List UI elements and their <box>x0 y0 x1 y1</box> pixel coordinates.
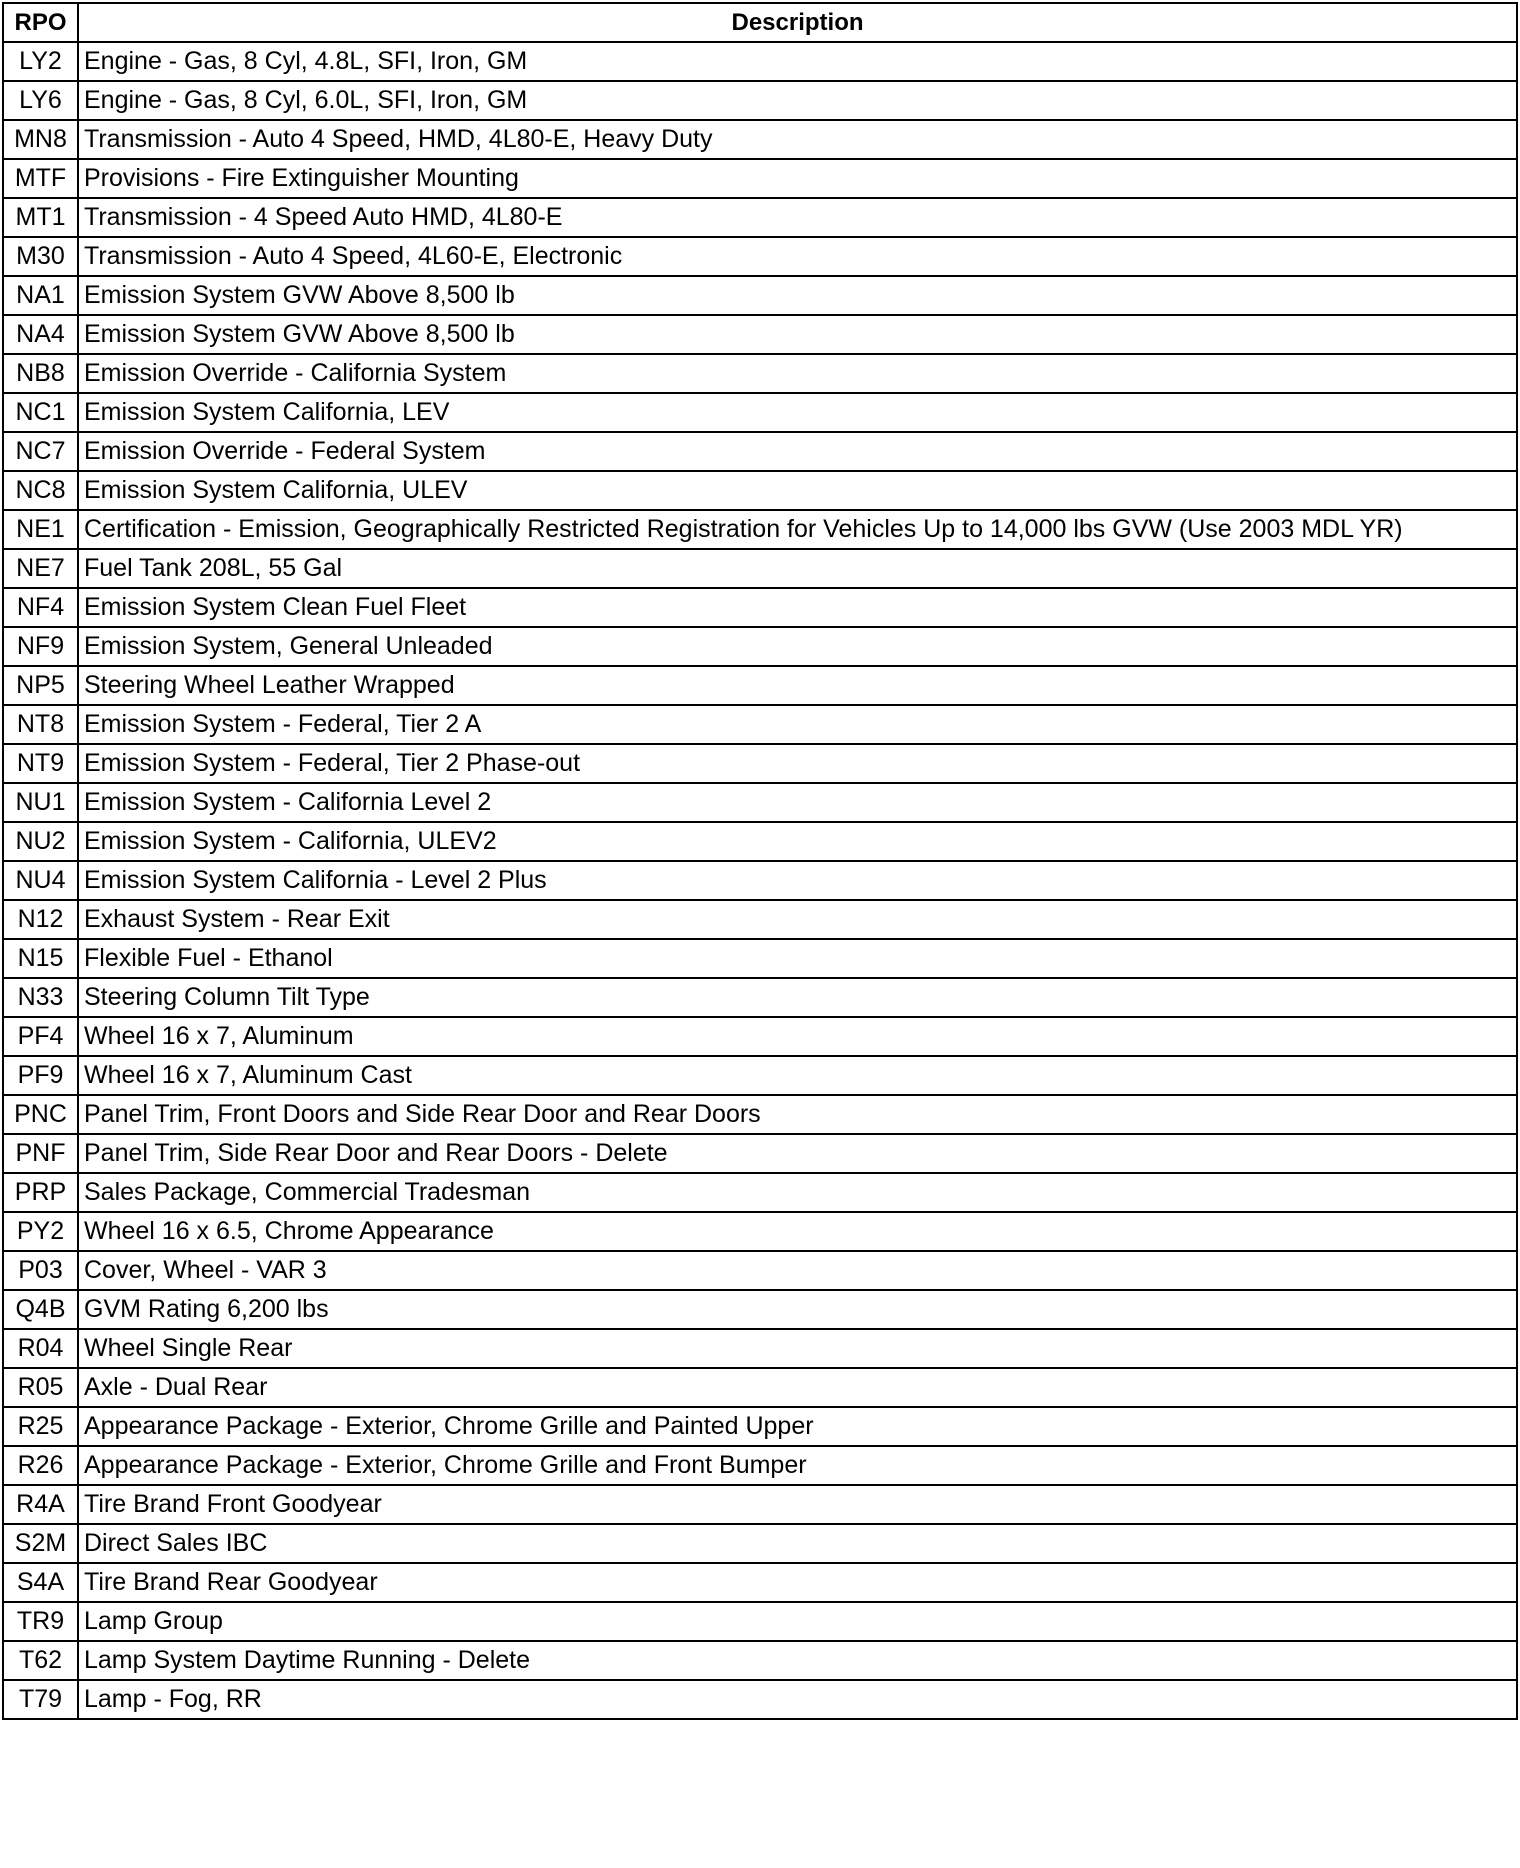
table-row <box>3 1485 1517 1524</box>
rpo-code-cell: MTF <box>3 159 78 198</box>
rpo-code-cell: T62 <box>3 1641 78 1680</box>
rpo-code-cell: NC1 <box>3 393 78 432</box>
table-row <box>3 783 1517 822</box>
table-row <box>3 822 1517 861</box>
rpo-code-cell: PRP <box>3 1173 78 1212</box>
table-row <box>3 588 1517 627</box>
rpo-code-cell: PNF <box>3 1134 78 1173</box>
table-row <box>3 432 1517 471</box>
description-cell: Fuel Tank 208L, 55 Gal <box>78 549 1517 588</box>
table-row <box>3 198 1517 237</box>
rpo-code-cell: R04 <box>3 1329 78 1368</box>
rpo-code-cell: NE1 <box>3 510 78 549</box>
rpo-code-cell: PF4 <box>3 1017 78 1056</box>
description-cell: Emission System GVW Above 8,500 lb <box>78 315 1517 354</box>
rpo-code-cell: NC7 <box>3 432 78 471</box>
description-cell: Direct Sales IBC <box>78 1524 1517 1563</box>
table-row <box>3 627 1517 666</box>
description-cell: Emission System - Federal, Tier 2 A <box>78 705 1517 744</box>
rpo-code-cell: NT8 <box>3 705 78 744</box>
table-row <box>3 42 1517 81</box>
description-cell: Wheel Single Rear <box>78 1329 1517 1368</box>
table-row <box>3 1368 1517 1407</box>
description-cell: Transmission - Auto 4 Speed, 4L60-E, Electronic <box>78 237 1517 276</box>
table-row <box>3 1212 1517 1251</box>
rpo-code-cell: PY2 <box>3 1212 78 1251</box>
table-header <box>3 3 1517 42</box>
rpo-code-cell: N15 <box>3 939 78 978</box>
description-cell: Emission System GVW Above 8,500 lb <box>78 276 1517 315</box>
description-cell: Steering Wheel Leather Wrapped <box>78 666 1517 705</box>
table-row <box>3 1602 1517 1641</box>
description-cell: Engine - Gas, 8 Cyl, 6.0L, SFI, Iron, GM <box>78 81 1517 120</box>
rpo-column-header: RPO <box>3 3 78 42</box>
table-row <box>3 900 1517 939</box>
description-cell: Lamp System Daytime Running - Delete <box>78 1641 1517 1680</box>
description-column-header: Description <box>78 3 1517 42</box>
table-row <box>3 237 1517 276</box>
rpo-code-cell: MN8 <box>3 120 78 159</box>
rpo-code-cell: NU1 <box>3 783 78 822</box>
rpo-code-cell: NB8 <box>3 354 78 393</box>
rpo-code-cell: N12 <box>3 900 78 939</box>
description-cell: Certification - Emission, Geographically Restricted Registration for Vehicles Up to 14,000 lbs GVW (Use 2003 MDL YR) <box>78 510 1517 549</box>
description-cell: Steering Column Tilt Type <box>78 978 1517 1017</box>
table-row <box>3 978 1517 1017</box>
table-row <box>3 1290 1517 1329</box>
rpo-code-cell: Q4B <box>3 1290 78 1329</box>
description-cell: Panel Trim, Side Rear Door and Rear Doors - Delete <box>78 1134 1517 1173</box>
rpo-code-cell: NF4 <box>3 588 78 627</box>
description-cell: Emission Override - California System <box>78 354 1517 393</box>
description-cell: Lamp - Fog, RR <box>78 1680 1517 1719</box>
rpo-code-cell: S4A <box>3 1563 78 1602</box>
table-row <box>3 1173 1517 1212</box>
description-cell: Emission System California, LEV <box>78 393 1517 432</box>
description-cell: Emission System Clean Fuel Fleet <box>78 588 1517 627</box>
rpo-code-cell: T79 <box>3 1680 78 1719</box>
table-row <box>3 1641 1517 1680</box>
description-cell: Transmission - 4 Speed Auto HMD, 4L80-E <box>78 198 1517 237</box>
table-row <box>3 1446 1517 1485</box>
description-cell: Appearance Package - Exterior, Chrome Grille and Front Bumper <box>78 1446 1517 1485</box>
rpo-code-cell: PNC <box>3 1095 78 1134</box>
rpo-code-cell: NU2 <box>3 822 78 861</box>
rpo-code-cell: NA1 <box>3 276 78 315</box>
description-cell: Engine - Gas, 8 Cyl, 4.8L, SFI, Iron, GM <box>78 42 1517 81</box>
description-cell: Emission System - California, ULEV2 <box>78 822 1517 861</box>
table-row <box>3 81 1517 120</box>
table-row <box>3 861 1517 900</box>
table-row <box>3 744 1517 783</box>
description-cell: Emission System - California Level 2 <box>78 783 1517 822</box>
description-cell: Wheel 16 x 6.5, Chrome Appearance <box>78 1212 1517 1251</box>
description-cell: Sales Package, Commercial Tradesman <box>78 1173 1517 1212</box>
description-cell: Flexible Fuel - Ethanol <box>78 939 1517 978</box>
table-row <box>3 315 1517 354</box>
rpo-code-cell: NF9 <box>3 627 78 666</box>
table-row <box>3 1095 1517 1134</box>
rpo-code-cell: M30 <box>3 237 78 276</box>
rpo-code-cell: LY2 <box>3 42 78 81</box>
rpo-code-cell: PF9 <box>3 1056 78 1095</box>
rpo-code-cell: N33 <box>3 978 78 1017</box>
rpo-code-cell: R4A <box>3 1485 78 1524</box>
rpo-code-cell: R25 <box>3 1407 78 1446</box>
table-row <box>3 1680 1517 1719</box>
rpo-code-cell: NU4 <box>3 861 78 900</box>
description-cell: GVM Rating 6,200 lbs <box>78 1290 1517 1329</box>
description-cell: Emission System California, ULEV <box>78 471 1517 510</box>
table-row <box>3 276 1517 315</box>
rpo-code-cell: LY6 <box>3 81 78 120</box>
table-row <box>3 1017 1517 1056</box>
table-row <box>3 1251 1517 1290</box>
description-cell: Emission System California - Level 2 Plus <box>78 861 1517 900</box>
rpo-code-cell: S2M <box>3 1524 78 1563</box>
table-row <box>3 510 1517 549</box>
table-body <box>3 42 1517 1719</box>
table-row <box>3 666 1517 705</box>
rpo-code-cell: TR9 <box>3 1602 78 1641</box>
description-cell: Tire Brand Front Goodyear <box>78 1485 1517 1524</box>
rpo-code-cell: NP5 <box>3 666 78 705</box>
description-cell: Exhaust System - Rear Exit <box>78 900 1517 939</box>
rpo-code-cell: R05 <box>3 1368 78 1407</box>
table-row <box>3 1563 1517 1602</box>
description-cell: Panel Trim, Front Doors and Side Rear Door and Rear Doors <box>78 1095 1517 1134</box>
description-cell: Provisions - Fire Extinguisher Mounting <box>78 159 1517 198</box>
description-cell: Wheel 16 x 7, Aluminum <box>78 1017 1517 1056</box>
description-cell: Appearance Package - Exterior, Chrome Grille and Painted Upper <box>78 1407 1517 1446</box>
table-row <box>3 1134 1517 1173</box>
rpo-code-cell: NT9 <box>3 744 78 783</box>
table-row <box>3 159 1517 198</box>
rpo-code-cell: NE7 <box>3 549 78 588</box>
table-row <box>3 705 1517 744</box>
description-cell: Transmission - Auto 4 Speed, HMD, 4L80-E, Heavy Duty <box>78 120 1517 159</box>
rpo-code-cell: P03 <box>3 1251 78 1290</box>
rpo-code-cell: MT1 <box>3 198 78 237</box>
table-row <box>3 1056 1517 1095</box>
description-cell: Lamp Group <box>78 1602 1517 1641</box>
description-cell: Wheel 16 x 7, Aluminum Cast <box>78 1056 1517 1095</box>
table-row <box>3 939 1517 978</box>
rpo-code-cell: R26 <box>3 1446 78 1485</box>
description-cell: Emission System - Federal, Tier 2 Phase-out <box>78 744 1517 783</box>
table-row <box>3 549 1517 588</box>
table-row <box>3 393 1517 432</box>
description-cell: Axle - Dual Rear <box>78 1368 1517 1407</box>
description-cell: Tire Brand Rear Goodyear <box>78 1563 1517 1602</box>
table-row <box>3 354 1517 393</box>
description-cell: Emission Override - Federal System <box>78 432 1517 471</box>
header-row <box>3 3 1517 42</box>
table-row <box>3 471 1517 510</box>
rpo-table <box>2 2 1518 1720</box>
table-row <box>3 120 1517 159</box>
description-cell: Emission System, General Unleaded <box>78 627 1517 666</box>
table-row <box>3 1524 1517 1563</box>
rpo-code-cell: NA4 <box>3 315 78 354</box>
description-cell: Cover, Wheel - VAR 3 <box>78 1251 1517 1290</box>
rpo-code-cell: NC8 <box>3 471 78 510</box>
table-row <box>3 1329 1517 1368</box>
table-row <box>3 1407 1517 1446</box>
